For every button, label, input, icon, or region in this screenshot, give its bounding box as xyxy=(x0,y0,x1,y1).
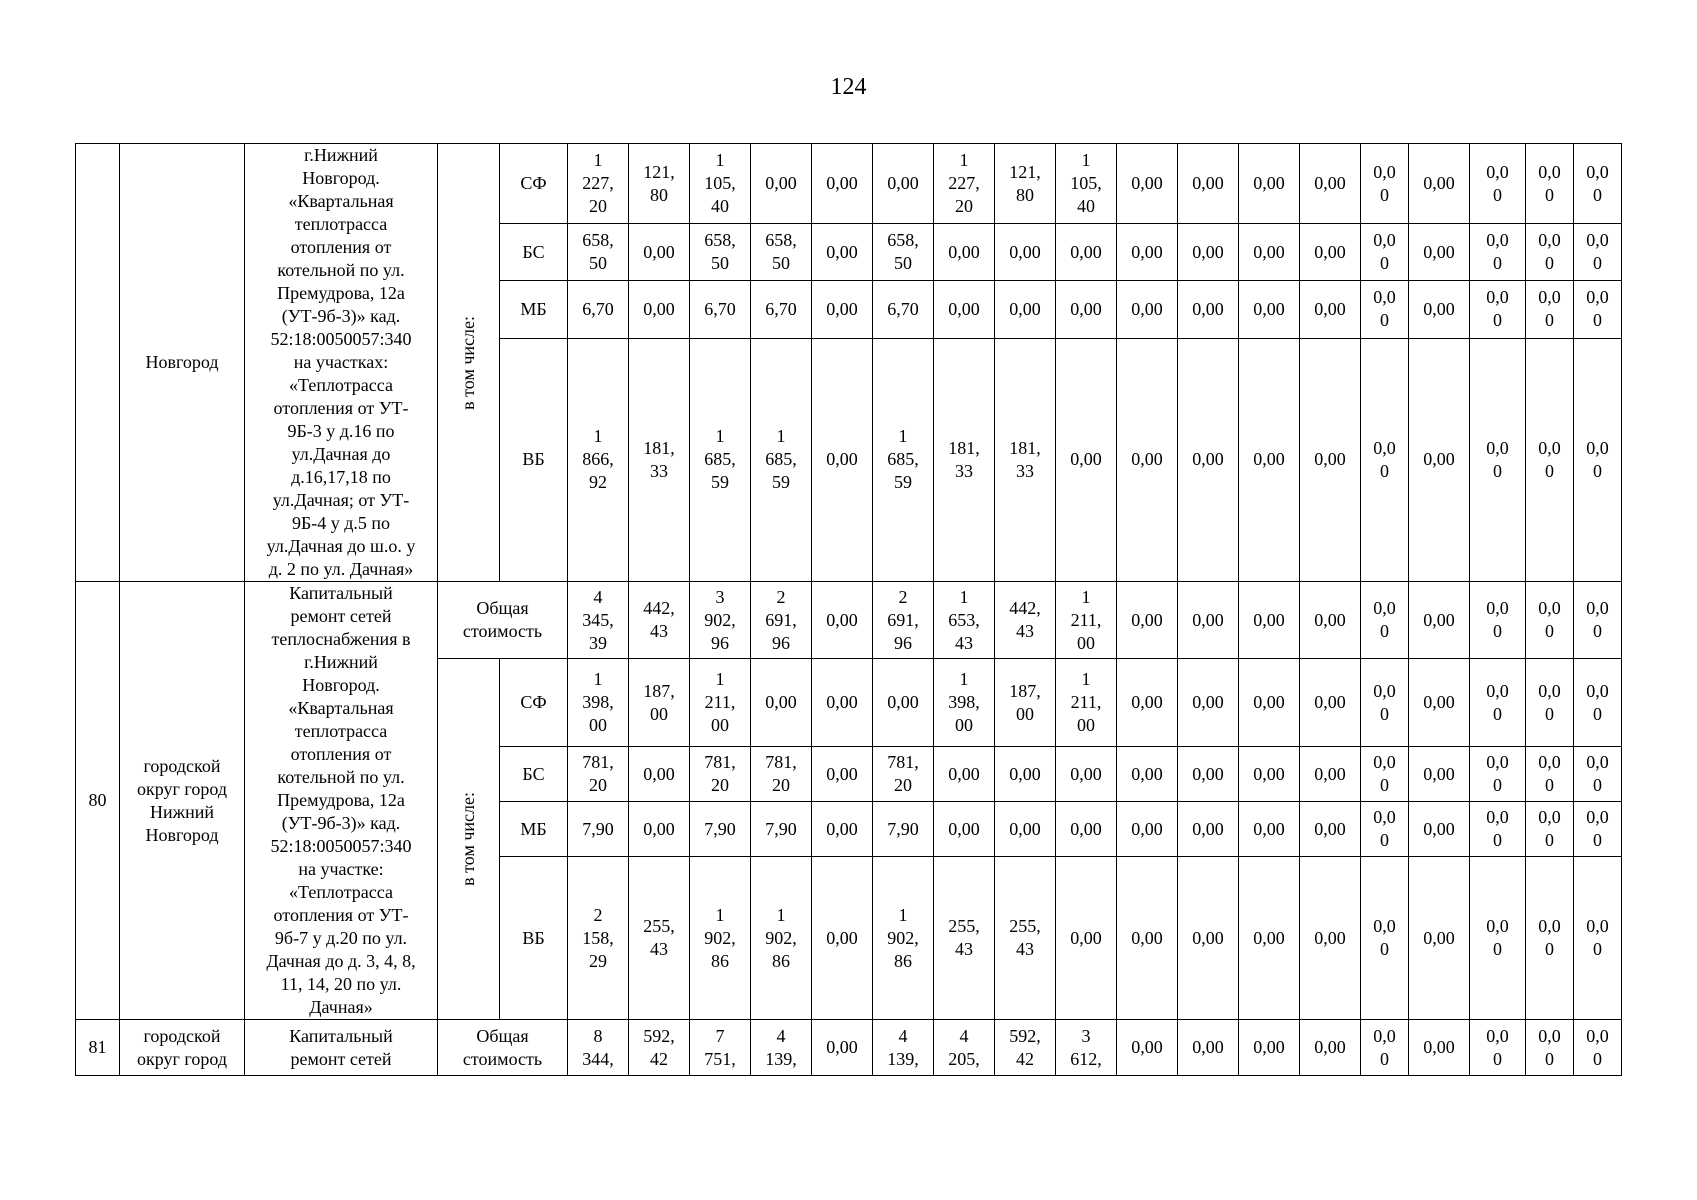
value-cell: 0,00 xyxy=(1239,659,1300,747)
value-cell: 1 211, 00 xyxy=(1056,659,1117,747)
value-cell: 6,70 xyxy=(568,281,629,338)
value-cell: 0,0 0 xyxy=(1361,281,1409,338)
value-cell: 0,00 xyxy=(1409,582,1470,659)
value-cell: 0,0 0 xyxy=(1574,1020,1622,1076)
value-cell: 1 211, 00 xyxy=(1056,582,1117,659)
value-cell: 0,0 0 xyxy=(1574,659,1622,747)
value-cell: 1 105, 40 xyxy=(1056,144,1117,224)
value-cell: 0,0 0 xyxy=(1526,144,1574,224)
value-cell: 181, 33 xyxy=(629,338,690,581)
value-cell: 7 751, xyxy=(690,1020,751,1076)
value-cell: 0,0 0 xyxy=(1526,1020,1574,1076)
value-cell: 0,00 xyxy=(812,1020,873,1076)
value-cell: 0,0 0 xyxy=(1470,338,1526,581)
value-cell: 0,00 xyxy=(1178,144,1239,224)
value-cell: 0,00 xyxy=(751,659,812,747)
value-cell: 0,0 0 xyxy=(1361,144,1409,224)
value-cell: 0,0 0 xyxy=(1574,747,1622,802)
value-cell: 0,00 xyxy=(1409,281,1470,338)
value-cell: 0,00 xyxy=(1409,802,1470,857)
value-cell: 1 105, 40 xyxy=(690,144,751,224)
value-cell: 0,00 xyxy=(1117,857,1178,1020)
value-cell: 4 345, 39 xyxy=(568,582,629,659)
budget-table xyxy=(75,143,1622,1076)
value-cell: 0,00 xyxy=(1300,747,1361,802)
value-cell: 442, 43 xyxy=(995,582,1056,659)
value-cell: 0,00 xyxy=(1117,747,1178,802)
value-cell: 181, 33 xyxy=(934,338,995,581)
value-cell: 0,0 0 xyxy=(1574,338,1622,581)
value-cell: 0,00 xyxy=(995,281,1056,338)
value-cell: 0,00 xyxy=(1178,1020,1239,1076)
value-cell: 0,00 xyxy=(1117,144,1178,224)
value-cell: 0,00 xyxy=(995,747,1056,802)
value-cell: 0,00 xyxy=(629,747,690,802)
source-label: БС xyxy=(500,747,568,802)
value-cell: 8 344, xyxy=(568,1020,629,1076)
value-cell: 1 685, 59 xyxy=(873,338,934,581)
value-cell: 0,00 xyxy=(812,747,873,802)
value-cell: 0,00 xyxy=(1117,582,1178,659)
value-cell: 658, 50 xyxy=(690,224,751,281)
value-cell: 781, 20 xyxy=(690,747,751,802)
value-cell: 2 158, 29 xyxy=(568,857,629,1020)
value-cell: 0,0 0 xyxy=(1526,659,1574,747)
source-label: ВБ xyxy=(500,857,568,1020)
value-cell: 1 866, 92 xyxy=(568,338,629,581)
value-cell: 7,90 xyxy=(690,802,751,857)
value-cell: 0,00 xyxy=(873,659,934,747)
value-cell: 0,0 0 xyxy=(1361,857,1409,1020)
value-cell: 0,00 xyxy=(1300,659,1361,747)
value-cell: 0,00 xyxy=(812,582,873,659)
value-cell: 0,00 xyxy=(1056,224,1117,281)
municipality-name: городской округ город xyxy=(120,1020,245,1076)
value-cell: 0,0 0 xyxy=(1361,659,1409,747)
value-cell: 0,00 xyxy=(1239,224,1300,281)
value-cell: 0,00 xyxy=(1056,802,1117,857)
value-cell: 0,0 0 xyxy=(1470,857,1526,1020)
value-cell: 7,90 xyxy=(568,802,629,857)
value-cell: 0,0 0 xyxy=(1574,281,1622,338)
value-cell: 0,00 xyxy=(812,224,873,281)
value-cell: 0,00 xyxy=(934,802,995,857)
value-cell: 1 685, 59 xyxy=(690,338,751,581)
value-cell: 0,00 xyxy=(1178,582,1239,659)
value-cell: 0,0 0 xyxy=(1526,747,1574,802)
value-cell: 0,00 xyxy=(1239,1020,1300,1076)
value-cell: 0,00 xyxy=(1409,857,1470,1020)
municipality-name: Новгород xyxy=(120,144,245,582)
value-cell: 658, 50 xyxy=(751,224,812,281)
value-cell: 0,00 xyxy=(934,747,995,802)
value-cell: 187, 00 xyxy=(629,659,690,747)
value-cell: 1 902, 86 xyxy=(690,857,751,1020)
value-cell: 0,00 xyxy=(1409,1020,1470,1076)
value-cell: 0,00 xyxy=(812,144,873,224)
value-cell: 0,0 0 xyxy=(1526,338,1574,581)
source-label: МБ xyxy=(500,802,568,857)
value-cell: 1 902, 86 xyxy=(751,857,812,1020)
including-label: в том числе: xyxy=(458,792,478,886)
row-number: 80 xyxy=(76,582,120,1020)
value-cell: 7,90 xyxy=(751,802,812,857)
value-cell: 0,00 xyxy=(629,802,690,857)
value-cell: 0,00 xyxy=(812,281,873,338)
value-cell: 781, 20 xyxy=(568,747,629,802)
value-cell: 0,00 xyxy=(1178,747,1239,802)
value-cell: 592, 42 xyxy=(629,1020,690,1076)
including-label: в том числе: xyxy=(458,315,478,410)
page-number: 124 xyxy=(830,74,867,100)
value-cell: 0,0 0 xyxy=(1470,582,1526,659)
value-cell: 1 685, 59 xyxy=(751,338,812,581)
value-cell: 0,00 xyxy=(1409,659,1470,747)
total-label: Общая стоимость xyxy=(438,1020,568,1076)
value-cell: 0,0 0 xyxy=(1470,144,1526,224)
value-cell: 3 902, 96 xyxy=(690,582,751,659)
value-cell: 6,70 xyxy=(873,281,934,338)
value-cell: 0,00 xyxy=(1056,338,1117,581)
total-label: Общая стоимость xyxy=(438,582,568,659)
row-number: 81 xyxy=(76,1020,120,1076)
source-label: ВБ xyxy=(500,338,568,581)
value-cell: 0,0 0 xyxy=(1470,281,1526,338)
value-cell: 1 398, 00 xyxy=(568,659,629,747)
value-cell: 0,00 xyxy=(934,281,995,338)
value-cell: 0,00 xyxy=(1300,281,1361,338)
value-cell: 0,00 xyxy=(1239,281,1300,338)
value-cell: 4 139, xyxy=(751,1020,812,1076)
value-cell: 0,00 xyxy=(995,802,1056,857)
value-cell: 0,00 xyxy=(873,144,934,224)
value-cell: 0,00 xyxy=(1117,659,1178,747)
value-cell: 0,00 xyxy=(1300,1020,1361,1076)
value-cell: 0,0 0 xyxy=(1574,582,1622,659)
value-cell: 0,0 0 xyxy=(1361,224,1409,281)
value-cell: 0,0 0 xyxy=(1361,1020,1409,1076)
value-cell: 658, 50 xyxy=(568,224,629,281)
value-cell: 6,70 xyxy=(690,281,751,338)
value-cell: 0,0 0 xyxy=(1361,582,1409,659)
value-cell: 0,00 xyxy=(812,857,873,1020)
value-cell: 0,00 xyxy=(1239,802,1300,857)
municipality-name: городской округ город Нижний Новгород xyxy=(120,582,245,1020)
value-cell: 0,00 xyxy=(812,659,873,747)
value-cell: 0,00 xyxy=(812,802,873,857)
value-cell: 1 398, 00 xyxy=(934,659,995,747)
value-cell: 0,00 xyxy=(1409,747,1470,802)
value-cell: 0,00 xyxy=(1300,582,1361,659)
value-cell: 0,0 0 xyxy=(1574,857,1622,1020)
value-cell: 0,00 xyxy=(1239,338,1300,581)
value-cell: 0,0 0 xyxy=(1574,144,1622,224)
value-cell: 4 139, xyxy=(873,1020,934,1076)
value-cell: 0,00 xyxy=(1117,1020,1178,1076)
value-cell: 0,0 0 xyxy=(1470,802,1526,857)
source-label: СФ xyxy=(500,144,568,224)
value-cell: 0,0 0 xyxy=(1526,857,1574,1020)
budget-table-body xyxy=(76,144,1622,1076)
value-cell: 0,00 xyxy=(934,224,995,281)
value-cell: 0,00 xyxy=(751,144,812,224)
value-cell: 3 612, xyxy=(1056,1020,1117,1076)
value-cell: 0,00 xyxy=(1300,802,1361,857)
value-cell: 2 691, 96 xyxy=(873,582,934,659)
including-label-cell xyxy=(438,659,500,1020)
value-cell: 7,90 xyxy=(873,802,934,857)
value-cell: 181, 33 xyxy=(995,338,1056,581)
value-cell: 0,0 0 xyxy=(1470,747,1526,802)
value-cell: 0,0 0 xyxy=(1526,802,1574,857)
value-cell: 0,00 xyxy=(1117,224,1178,281)
value-cell: 0,00 xyxy=(1178,281,1239,338)
value-cell: 0,00 xyxy=(629,224,690,281)
project-name: Капитальный ремонт сетей xyxy=(245,1020,438,1076)
value-cell: 0,00 xyxy=(1239,144,1300,224)
value-cell: 0,00 xyxy=(1178,338,1239,581)
value-cell: 0,0 0 xyxy=(1470,224,1526,281)
value-cell: 0,00 xyxy=(1178,659,1239,747)
value-cell: 0,00 xyxy=(629,281,690,338)
value-cell: 0,0 0 xyxy=(1361,802,1409,857)
value-cell: 0,00 xyxy=(1409,224,1470,281)
value-cell: 0,00 xyxy=(1056,857,1117,1020)
project-name: г.Нижний Новгород. «Квартальная теплотрасса отопления от котельной по ул. Премудрова, 12а (УТ-9б-3)» кад. 52:18:0050057:340 на участках: «Теплотрасса отопления от УТ- 9Б-3 у д.16 по ул.Дачная до д.16,17,18 по ул.Дачная; от УТ- 9Б-4 у д.5 по ул.Дачная до ш.о. у д. 2 по ул. Дачная» xyxy=(245,144,438,582)
table-row xyxy=(76,582,1622,659)
value-cell: 0,00 xyxy=(1300,857,1361,1020)
value-cell: 255, 43 xyxy=(995,857,1056,1020)
value-cell: 0,00 xyxy=(1178,224,1239,281)
value-cell: 781, 20 xyxy=(873,747,934,802)
value-cell: 0,0 0 xyxy=(1574,224,1622,281)
value-cell: 592, 42 xyxy=(995,1020,1056,1076)
value-cell: 1 902, 86 xyxy=(873,857,934,1020)
value-cell: 0,00 xyxy=(1056,747,1117,802)
value-cell: 0,00 xyxy=(1409,144,1470,224)
source-label: МБ xyxy=(500,281,568,338)
row-number xyxy=(76,144,120,582)
value-cell: 0,00 xyxy=(1300,338,1361,581)
value-cell: 255, 43 xyxy=(629,857,690,1020)
value-cell: 1 653, 43 xyxy=(934,582,995,659)
value-cell: 0,0 0 xyxy=(1574,802,1622,857)
value-cell: 0,0 0 xyxy=(1526,582,1574,659)
value-cell: 1 211, 00 xyxy=(690,659,751,747)
value-cell: 0,00 xyxy=(812,338,873,581)
value-cell: 1 227, 20 xyxy=(934,144,995,224)
value-cell: 0,00 xyxy=(1117,281,1178,338)
table-row xyxy=(76,144,1622,224)
value-cell: 0,00 xyxy=(1300,224,1361,281)
value-cell: 0,00 xyxy=(1056,281,1117,338)
value-cell: 0,00 xyxy=(1239,747,1300,802)
value-cell: 0,0 0 xyxy=(1470,659,1526,747)
value-cell: 6,70 xyxy=(751,281,812,338)
value-cell: 0,00 xyxy=(1178,802,1239,857)
value-cell: 2 691, 96 xyxy=(751,582,812,659)
value-cell: 0,00 xyxy=(1117,802,1178,857)
value-cell: 4 205, xyxy=(934,1020,995,1076)
value-cell: 0,0 0 xyxy=(1361,338,1409,581)
value-cell: 0,00 xyxy=(1178,857,1239,1020)
value-cell: 121, 80 xyxy=(995,144,1056,224)
value-cell: 0,00 xyxy=(1239,582,1300,659)
value-cell: 0,00 xyxy=(1117,338,1178,581)
value-cell: 1 227, 20 xyxy=(568,144,629,224)
value-cell: 0,0 0 xyxy=(1470,1020,1526,1076)
value-cell: 0,00 xyxy=(995,224,1056,281)
value-cell: 442, 43 xyxy=(629,582,690,659)
source-label: БС xyxy=(500,224,568,281)
value-cell: 781, 20 xyxy=(751,747,812,802)
value-cell: 255, 43 xyxy=(934,857,995,1020)
value-cell: 658, 50 xyxy=(873,224,934,281)
source-label: СФ xyxy=(500,659,568,747)
value-cell: 0,00 xyxy=(1409,338,1470,581)
value-cell: 187, 00 xyxy=(995,659,1056,747)
value-cell: 0,0 0 xyxy=(1526,224,1574,281)
project-name: Капитальный ремонт сетей теплоснабжения в г.Нижний Новгород. «Квартальная теплотрасса отопления от котельной по ул. Премудрова, 12а (УТ-9б-3)» кад. 52:18:0050057:340 на участке: «Теплотрасса отопления от УТ- 9б-7 у д.20 по ул. Дачная до д. 3, 4, 8, 11, 14, 20 по ул. Дачная» xyxy=(245,582,438,1020)
value-cell: 0,0 0 xyxy=(1361,747,1409,802)
value-cell: 0,00 xyxy=(1239,857,1300,1020)
value-cell: 0,0 0 xyxy=(1526,281,1574,338)
value-cell: 121, 80 xyxy=(629,144,690,224)
including-label-cell xyxy=(438,144,500,582)
table-row xyxy=(76,1020,1622,1076)
value-cell: 0,00 xyxy=(1300,144,1361,224)
